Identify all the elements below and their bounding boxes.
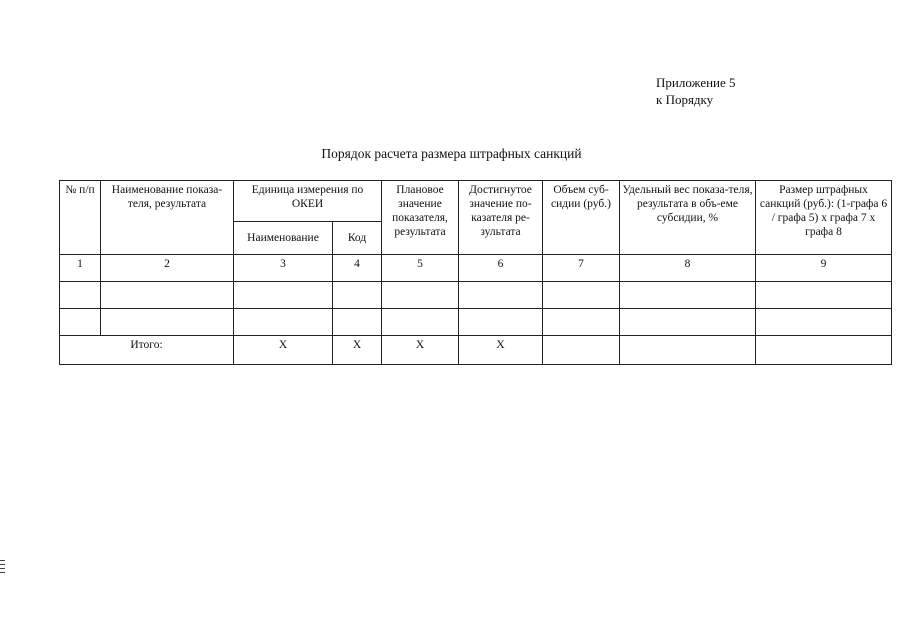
table-cell [101,282,234,309]
scan-mark [0,564,5,565]
appendix-line-1: Приложение 5 [656,75,736,90]
scan-edge-marks [0,560,6,576]
header-col-subsidy: Объем суб-сидии (руб.) [543,181,620,255]
total-row [60,336,892,365]
table-cell [333,309,382,336]
total-cell-unit-code: X [333,336,382,365]
column-number: 7 [543,255,620,282]
table-cell [756,282,892,309]
column-number: 4 [333,255,382,282]
header-col-unit-group: Единица измерения по ОКЕИ [234,181,382,222]
appendix-line-2: к Порядку [656,92,714,107]
table-cell [543,282,620,309]
appendix-note [656,74,736,108]
column-number: 1 [60,255,101,282]
scan-mark [0,560,5,561]
scan-mark [0,568,5,569]
penalty-table [59,180,892,365]
total-cell-penalty [756,336,892,365]
table-cell [60,309,101,336]
header-row-top [60,181,892,222]
document-title [0,146,905,162]
table-cell [459,309,543,336]
total-cell-subsidy [543,336,620,365]
table-cell [333,282,382,309]
table-cell [60,282,101,309]
table-cell [620,309,756,336]
table-cell [620,282,756,309]
column-number: 5 [382,255,459,282]
scan-mark [0,572,5,573]
header-col-planned: Плановое значение показателя, результата [382,181,459,255]
total-label: Итого: [60,336,234,365]
table-cell [756,309,892,336]
table-cell [382,309,459,336]
column-number: 8 [620,255,756,282]
table-cell [234,282,333,309]
table-cell [234,309,333,336]
total-cell-weight [620,336,756,365]
table-cell [459,282,543,309]
header-col-weight: Удельный вес показа-теля, результата в объ-еме субсидии, % [620,181,756,255]
column-number: 3 [234,255,333,282]
table-cell [543,309,620,336]
document-title-text: Порядок расчета размера штрафных санкций [321,146,582,161]
table-row [60,309,892,336]
column-number: 6 [459,255,543,282]
header-col-achieved: Достигнутое значение по-казателя ре-зультата [459,181,543,255]
header-col-unit-name: Наименование [234,222,333,255]
column-number: 2 [101,255,234,282]
total-cell-unit-name: X [234,336,333,365]
table-cell [382,282,459,309]
header-col-penalty: Размер штрафных санкций (руб.): (1-графа 6 / графа 5) x графа 7 x графа 8 [756,181,892,255]
column-number: 9 [756,255,892,282]
header-col-indicator: Наименование показа-теля, результата [101,181,234,255]
header-col-unit-code: Код [333,222,382,255]
table-cell [101,309,234,336]
column-number-row [60,255,892,282]
total-cell-planned: X [382,336,459,365]
header-col-number: № п/п [60,181,101,255]
total-cell-achieved: X [459,336,543,365]
table-row [60,282,892,309]
